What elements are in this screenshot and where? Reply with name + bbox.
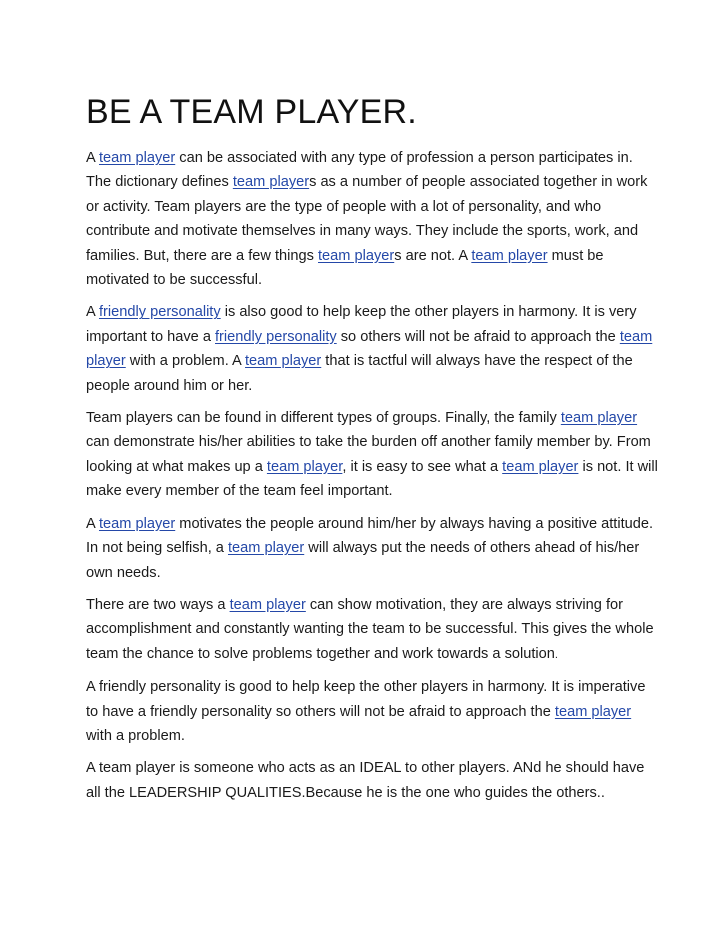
text-run: is also good to help keep the other players in harmony. It is very important to have a [86, 304, 637, 345]
team-player-link[interactable]: team player [98, 515, 176, 532]
paragraph-2 [86, 300, 658, 398]
team-player-link[interactable]: team player [245, 353, 322, 370]
text-run: A friendly personality is good to help keep the other players in harmony. It is imperative to have a friendly personality so others will not be afraid to approach the [86, 679, 646, 720]
team-player-link[interactable]: team player [227, 540, 305, 557]
paragraph-7 [86, 756, 658, 805]
paragraph-6 [86, 675, 658, 748]
text-run: . [554, 648, 558, 661]
team-player-link[interactable]: team player [229, 596, 306, 613]
text-run: Team players can be found in different types of groups. Finally, the family [86, 410, 561, 427]
text-run: with a problem. [86, 727, 185, 744]
text-run: s are not. A [394, 247, 472, 264]
team-player-link[interactable]: team player [554, 703, 632, 720]
team-player-link[interactable]: team player [318, 247, 395, 264]
document-page [86, 92, 658, 813]
friendly-personality-link[interactable]: friendly personality [215, 328, 337, 345]
text-run: can be associated with any type of profession a person participates in. The dictionary defines [86, 150, 633, 191]
text-run: must be motivated to be successful. [86, 247, 604, 289]
text-run: A team player is someone who acts as an IDEAL to other players. ANd he should have all the LEADERSHIP QUALITIES.Because he is the one who guides the others.. [86, 760, 645, 801]
team-player-link[interactable]: team player [266, 458, 343, 475]
text-run: , it is easy to see what a [342, 458, 503, 475]
text-run: that is tactful will always have the respect of the people around him or her. [86, 353, 633, 394]
text-run: A [86, 304, 99, 321]
text-run: can show motivation, they are always striving for accomplishment and constantly wanting the team to be successful. This gives the whole team the chance to solve problems together and work towards a solution [86, 596, 654, 662]
text-run: s as a number of people associated together in work or activity. Team players are the type of people with a lot of personality, and who contribute and motivate themselves in many ways. They include the sports, work, and families. But, there are a few things [86, 174, 648, 264]
team-player-link[interactable]: team player [471, 247, 548, 264]
text-run: motivates the people around him/her by always having a positive attitude. In not being selfish, a [86, 515, 654, 557]
paragraph-5 [86, 593, 658, 667]
text-run: A [86, 150, 99, 166]
paragraph-3 [86, 406, 658, 504]
text-run: with a problem. A [125, 353, 245, 370]
paragraph-4 [86, 512, 658, 585]
text-run: can demonstrate his/her abilities to take the burden off another family member by. From looking at what makes up a [86, 434, 651, 475]
text-run: A [86, 515, 99, 532]
team-player-link[interactable]: team player [98, 150, 176, 166]
document-title: BE A TEAM PLAYER. [86, 93, 417, 131]
friendly-personality-link[interactable]: friendly personality [98, 304, 221, 321]
team-player-link[interactable]: team player [86, 328, 653, 370]
team-player-link[interactable]: team player [232, 174, 310, 191]
team-player-link[interactable]: team player [560, 410, 638, 427]
text-run: will always put the needs of others ahead of his/her own needs. [86, 540, 640, 581]
text-run: There are two ways a [86, 596, 230, 613]
text-run: is not. It will make every member of the team feel important. [86, 458, 658, 500]
text-run: so others will not be afraid to approach the [336, 328, 620, 345]
paragraph-1 [86, 146, 658, 292]
team-player-link[interactable]: team player [502, 458, 579, 475]
